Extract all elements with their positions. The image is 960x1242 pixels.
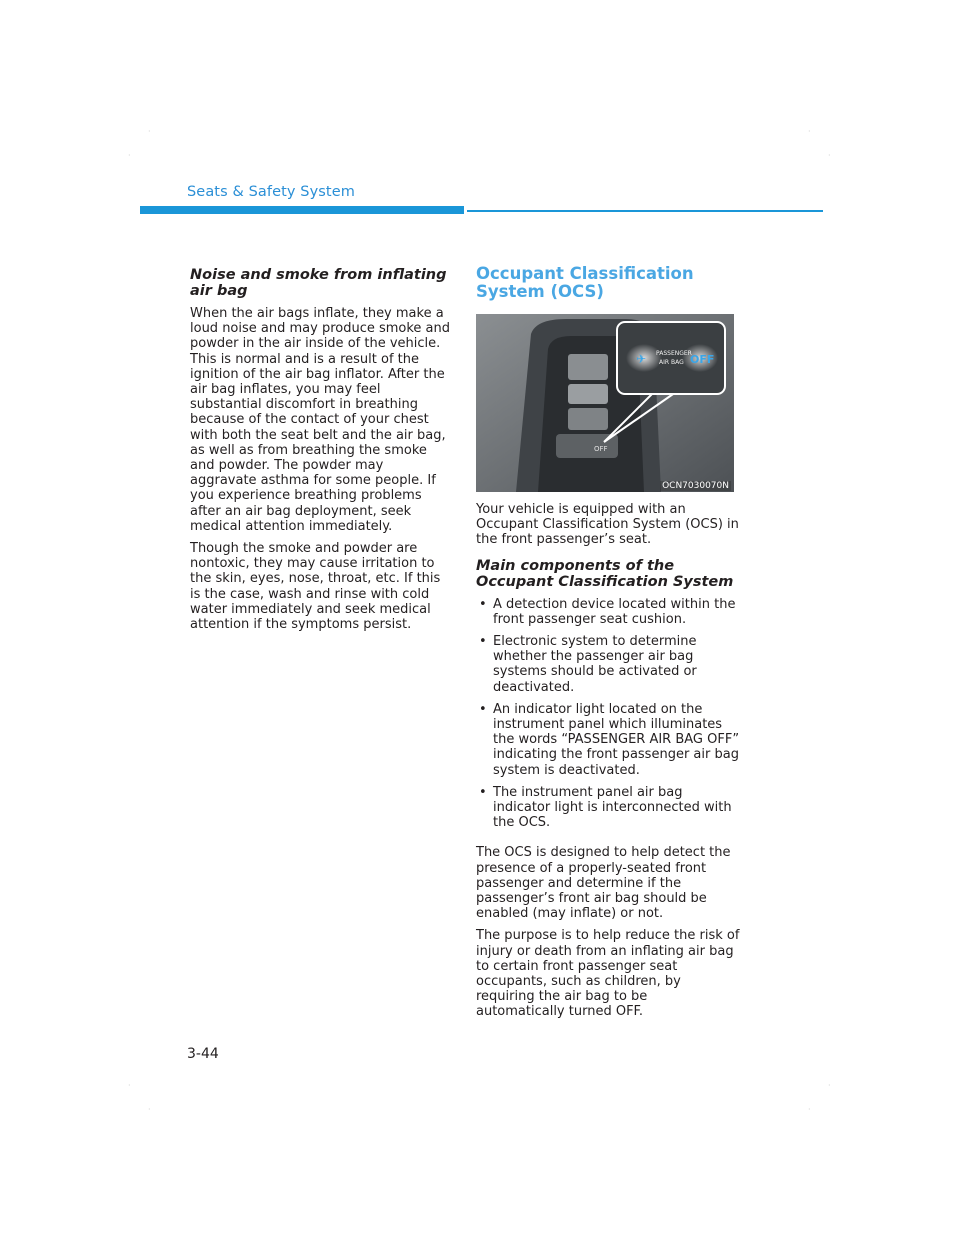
crop-mark: ·: [808, 127, 811, 136]
switch-label: OFF: [594, 445, 608, 453]
section-heading-ocs: Occupant Classification System (OCS): [476, 264, 694, 301]
paragraph: The purpose is to help reduce the risk of injury or death from an inflating air bag to certain front passenger seat occupants, such as children, by requiring the air bag to be automatically turned OFF.: [476, 928, 740, 1020]
crop-mark: ·: [128, 1081, 131, 1090]
list-item: • Electronic system to determine whether the passenger air bag systems should be activated or deactivated.: [479, 634, 697, 695]
bullet: •: [479, 784, 487, 800]
subheading-main-components: Main components of the Occupant Classification System: [476, 557, 734, 590]
list-item: • An indicator light located on the instrument panel which illuminates the words “PASSENGER AIR BAG OFF” indicating the front passenger air bag system is deactivated.: [479, 701, 740, 778]
crop-mark: ·: [828, 1081, 831, 1090]
bullet: •: [479, 596, 487, 612]
overhead-console-illustration: [476, 314, 734, 492]
paragraph: Though the smoke and powder are nontoxic, they may cause irritation to the skin, eyes, nose, throat, etc. If this is the case, wash and rinse with cold water immediately and seek medical attention if the symptoms persist.: [190, 541, 441, 633]
crop-mark: ·: [148, 127, 151, 136]
page-number: 3-44: [187, 1046, 219, 1062]
header-rule-thin: [467, 210, 823, 212]
left-column: [190, 267, 452, 639]
ocs-indicator-photo: [476, 314, 734, 492]
section-title: Seats & Safety System: [187, 184, 355, 200]
list-item: • The instrument panel air bag indicator light is interconnected with the OCS.: [479, 784, 732, 831]
crop-mark: ·: [808, 1105, 811, 1114]
right-column: [476, 265, 740, 1027]
paragraph: When the air bags inflate, they make a loud noise and may produce smoke and powder in the air inside of the vehicle. This is normal and is a result of the ignition of the air bag inflator. After the air bag inflates, you may feel substantial discomfort in breathing because of the contact of your chest with both the seat belt and the air bag, as well as from breathing the smoke and powder. The powder may aggravate asthma for some people. If you experience breathing problems after an air bag deployment, seek medical attention immediately.: [190, 306, 451, 534]
intro-paragraph: Your vehicle is equipped with an Occupant Classification System (OCS) in the front passenger’s seat.: [476, 502, 739, 548]
crop-mark: ·: [828, 151, 831, 160]
bullet: •: [479, 701, 487, 717]
callout-passenger: PASSENGER: [656, 350, 692, 357]
header-rule-thick: [140, 206, 464, 214]
image-code: OCN7030070N: [662, 481, 729, 491]
crop-mark: ·: [148, 1105, 151, 1114]
crop-mark: ·: [128, 151, 131, 160]
callout-off: OFF: [690, 353, 715, 366]
airbag-off-icon: ✈: [636, 352, 647, 366]
list-item: • A detection device located within the front passenger seat cushion.: [479, 596, 736, 627]
bullet: •: [479, 634, 487, 650]
subheading-noise-smoke: Noise and smoke from inflating air bag: [190, 267, 447, 299]
paragraph: The OCS is designed to help detect the presence of a properly-seated front passenger and determine if the passenger’s front air bag should be enabled (may inflate) or not.: [476, 845, 731, 922]
component-list: [476, 597, 740, 831]
callout-airbag: AIR BAG: [659, 359, 684, 366]
